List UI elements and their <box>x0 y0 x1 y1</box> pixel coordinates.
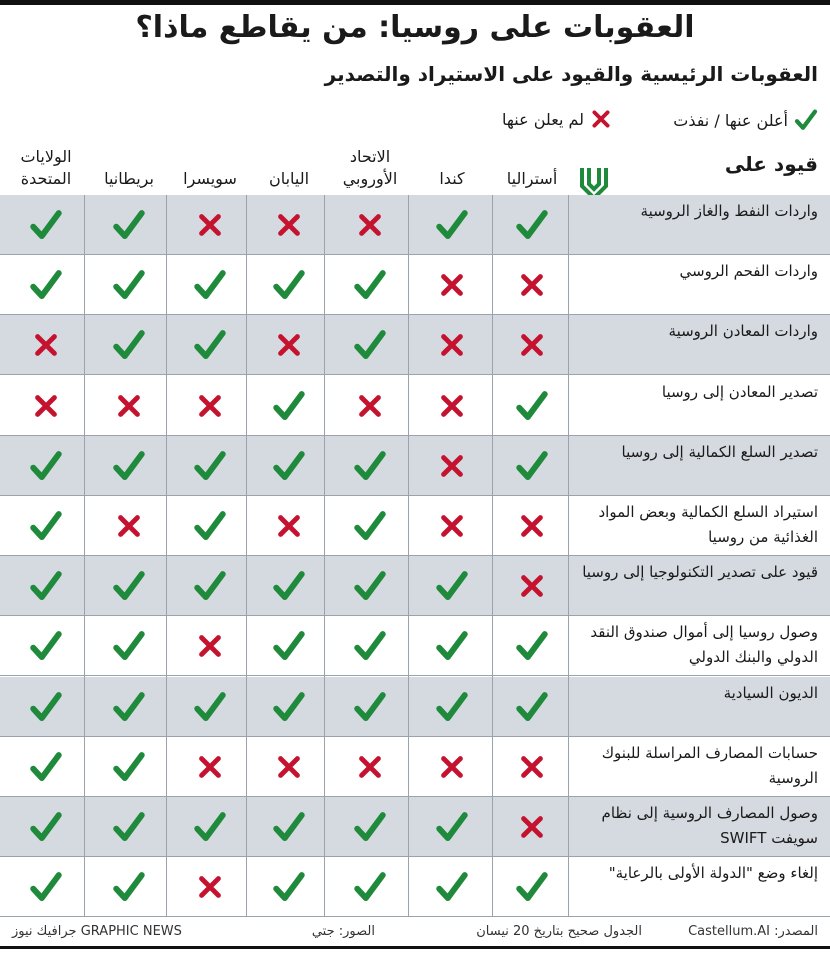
check-icon <box>794 108 818 132</box>
check-icon <box>6 556 86 616</box>
table-row <box>0 616 830 676</box>
check-icon <box>328 255 412 315</box>
cross-icon <box>250 195 328 255</box>
check-icon <box>412 857 492 917</box>
table-row <box>0 857 830 917</box>
cross-icon <box>250 737 328 797</box>
column-header: الولايات المتحدة <box>20 147 72 188</box>
check-icon <box>6 496 86 556</box>
cross-icon <box>412 496 492 556</box>
footer-photos: الصور: جتي <box>311 924 375 939</box>
column-divider <box>84 195 85 917</box>
check-icon <box>412 616 492 676</box>
table-row <box>0 315 830 375</box>
bottom-rule <box>0 946 830 949</box>
cross-icon <box>328 737 412 797</box>
check-icon <box>6 255 86 315</box>
check-icon <box>6 616 86 676</box>
row-label: وصول روسيا إلى أموال صندوق النقد الدولي والبنك الدولي <box>590 623 818 667</box>
cross-icon <box>170 376 250 436</box>
cross-icon <box>170 857 250 917</box>
table-row <box>0 255 830 315</box>
column-divider <box>568 195 569 917</box>
row-label: الديون السيادية <box>723 683 818 702</box>
check-icon <box>170 255 250 315</box>
check-icon <box>88 436 170 496</box>
check-icon <box>170 315 250 375</box>
row-divider <box>0 916 830 917</box>
column-header: كندا <box>439 169 465 188</box>
check-icon <box>88 556 170 616</box>
check-icon <box>250 677 328 737</box>
cross-icon <box>412 436 492 496</box>
cross-icon <box>496 315 568 375</box>
check-icon <box>6 857 86 917</box>
table-row <box>0 436 830 496</box>
column-divider <box>408 195 409 917</box>
check-icon <box>412 195 492 255</box>
column-header: اليابان <box>268 169 310 188</box>
table-row <box>0 195 830 255</box>
check-icon <box>328 315 412 375</box>
cross-icon <box>170 737 250 797</box>
legend-yes <box>673 108 818 132</box>
check-icon <box>328 857 412 917</box>
cross-icon <box>412 255 492 315</box>
cross-icon <box>496 255 568 315</box>
check-icon <box>88 857 170 917</box>
column-divider <box>246 195 247 917</box>
page-title: العقوبات على روسيا: من يقاطع ماذا؟ <box>135 10 695 45</box>
check-icon <box>496 376 568 436</box>
row-label: تصدير المعادن إلى روسيا <box>661 382 818 401</box>
column-header: أستراليا <box>506 169 558 188</box>
check-icon <box>88 737 170 797</box>
check-icon <box>88 797 170 857</box>
check-icon <box>170 496 250 556</box>
cross-icon <box>412 315 492 375</box>
column-header: سويسرا <box>183 169 237 188</box>
cross-icon <box>328 195 412 255</box>
check-icon <box>170 556 250 616</box>
column-divider <box>324 195 325 917</box>
cross-icon <box>412 737 492 797</box>
check-icon <box>170 436 250 496</box>
column-header: بريطانيا <box>104 169 154 188</box>
table-row <box>0 797 830 857</box>
check-icon <box>412 677 492 737</box>
cross-icon <box>6 315 86 375</box>
check-icon <box>250 797 328 857</box>
table-row <box>0 376 830 436</box>
check-icon <box>328 616 412 676</box>
check-icon <box>6 797 86 857</box>
column-divider <box>166 195 167 917</box>
check-icon <box>496 677 568 737</box>
cross-icon <box>496 737 568 797</box>
footer-date-note: الجدول صحيح بتاريخ 20 نيسان <box>476 924 642 939</box>
legend-no <box>502 108 612 130</box>
check-icon <box>250 616 328 676</box>
check-icon <box>6 436 86 496</box>
check-icon <box>496 195 568 255</box>
table-row <box>0 496 830 556</box>
check-icon <box>328 496 412 556</box>
check-icon <box>88 677 170 737</box>
row-label: إلغاء وضع "الدولة الأولى بالرعاية" <box>608 864 818 883</box>
cross-icon <box>496 556 568 616</box>
page-subtitle: العقوبات الرئيسية والقيود على الاستيراد والتصدير <box>324 62 818 86</box>
check-icon <box>496 616 568 676</box>
check-icon <box>250 255 328 315</box>
row-label: تصدير السلع الكمالية إلى روسيا <box>621 442 818 461</box>
check-icon <box>250 436 328 496</box>
row-label: وصول المصارف الروسية إلى نظام سويفت SWIFT <box>601 804 818 847</box>
check-icon <box>88 195 170 255</box>
cross-icon <box>88 376 170 436</box>
cross-icon <box>328 376 412 436</box>
row-label: واردات النفط والغاز الروسية <box>640 202 818 220</box>
footer-credit: GRAPHIC NEWS جرافيك نيوز <box>12 924 182 939</box>
check-icon <box>412 556 492 616</box>
check-icon <box>170 797 250 857</box>
check-icon <box>6 737 86 797</box>
check-icon <box>88 616 170 676</box>
check-icon <box>328 556 412 616</box>
cross-icon <box>412 376 492 436</box>
cross-icon <box>250 496 328 556</box>
legend-yes-label: أعلن عنها / نفذت <box>673 110 788 130</box>
row-label: قيود على تصدير التكنولوجيا إلى روسيا <box>582 563 818 582</box>
cross-icon <box>170 616 250 676</box>
row-label: استيراد السلع الكمالية وبعض المواد الغذائية من روسيا <box>598 503 818 546</box>
check-icon <box>170 677 250 737</box>
check-icon <box>88 315 170 375</box>
column-header: الاتحاد الأوروبي <box>342 147 398 188</box>
check-icon <box>328 797 412 857</box>
check-icon <box>328 677 412 737</box>
check-icon <box>328 436 412 496</box>
check-icon <box>412 797 492 857</box>
row-label: واردات المعادن الروسية <box>668 322 818 341</box>
table-row <box>0 677 830 737</box>
cross-icon <box>590 108 612 130</box>
check-icon <box>496 436 568 496</box>
footer-source: المصدر: Castellum.AI <box>688 924 818 939</box>
table-row <box>0 556 830 616</box>
cross-icon <box>496 496 568 556</box>
check-icon <box>6 677 86 737</box>
check-icon <box>250 857 328 917</box>
check-icon <box>250 556 328 616</box>
cross-icon <box>88 496 170 556</box>
row-header-label: قيود على <box>724 152 818 176</box>
check-icon <box>250 376 328 436</box>
cross-icon <box>250 315 328 375</box>
row-label: واردات الفحم الروسي <box>679 262 818 281</box>
top-rule <box>0 0 830 5</box>
cross-icon <box>170 195 250 255</box>
check-icon <box>88 255 170 315</box>
check-icon <box>6 195 86 255</box>
cross-icon <box>6 376 86 436</box>
column-divider <box>492 195 493 917</box>
row-label: حسابات المصارف المراسلة للبنوك الروسية <box>601 743 818 787</box>
legend-no-label: لم يعلن عنها <box>502 109 584 129</box>
table-row <box>0 737 830 797</box>
check-icon <box>496 857 568 917</box>
cross-icon <box>496 797 568 857</box>
